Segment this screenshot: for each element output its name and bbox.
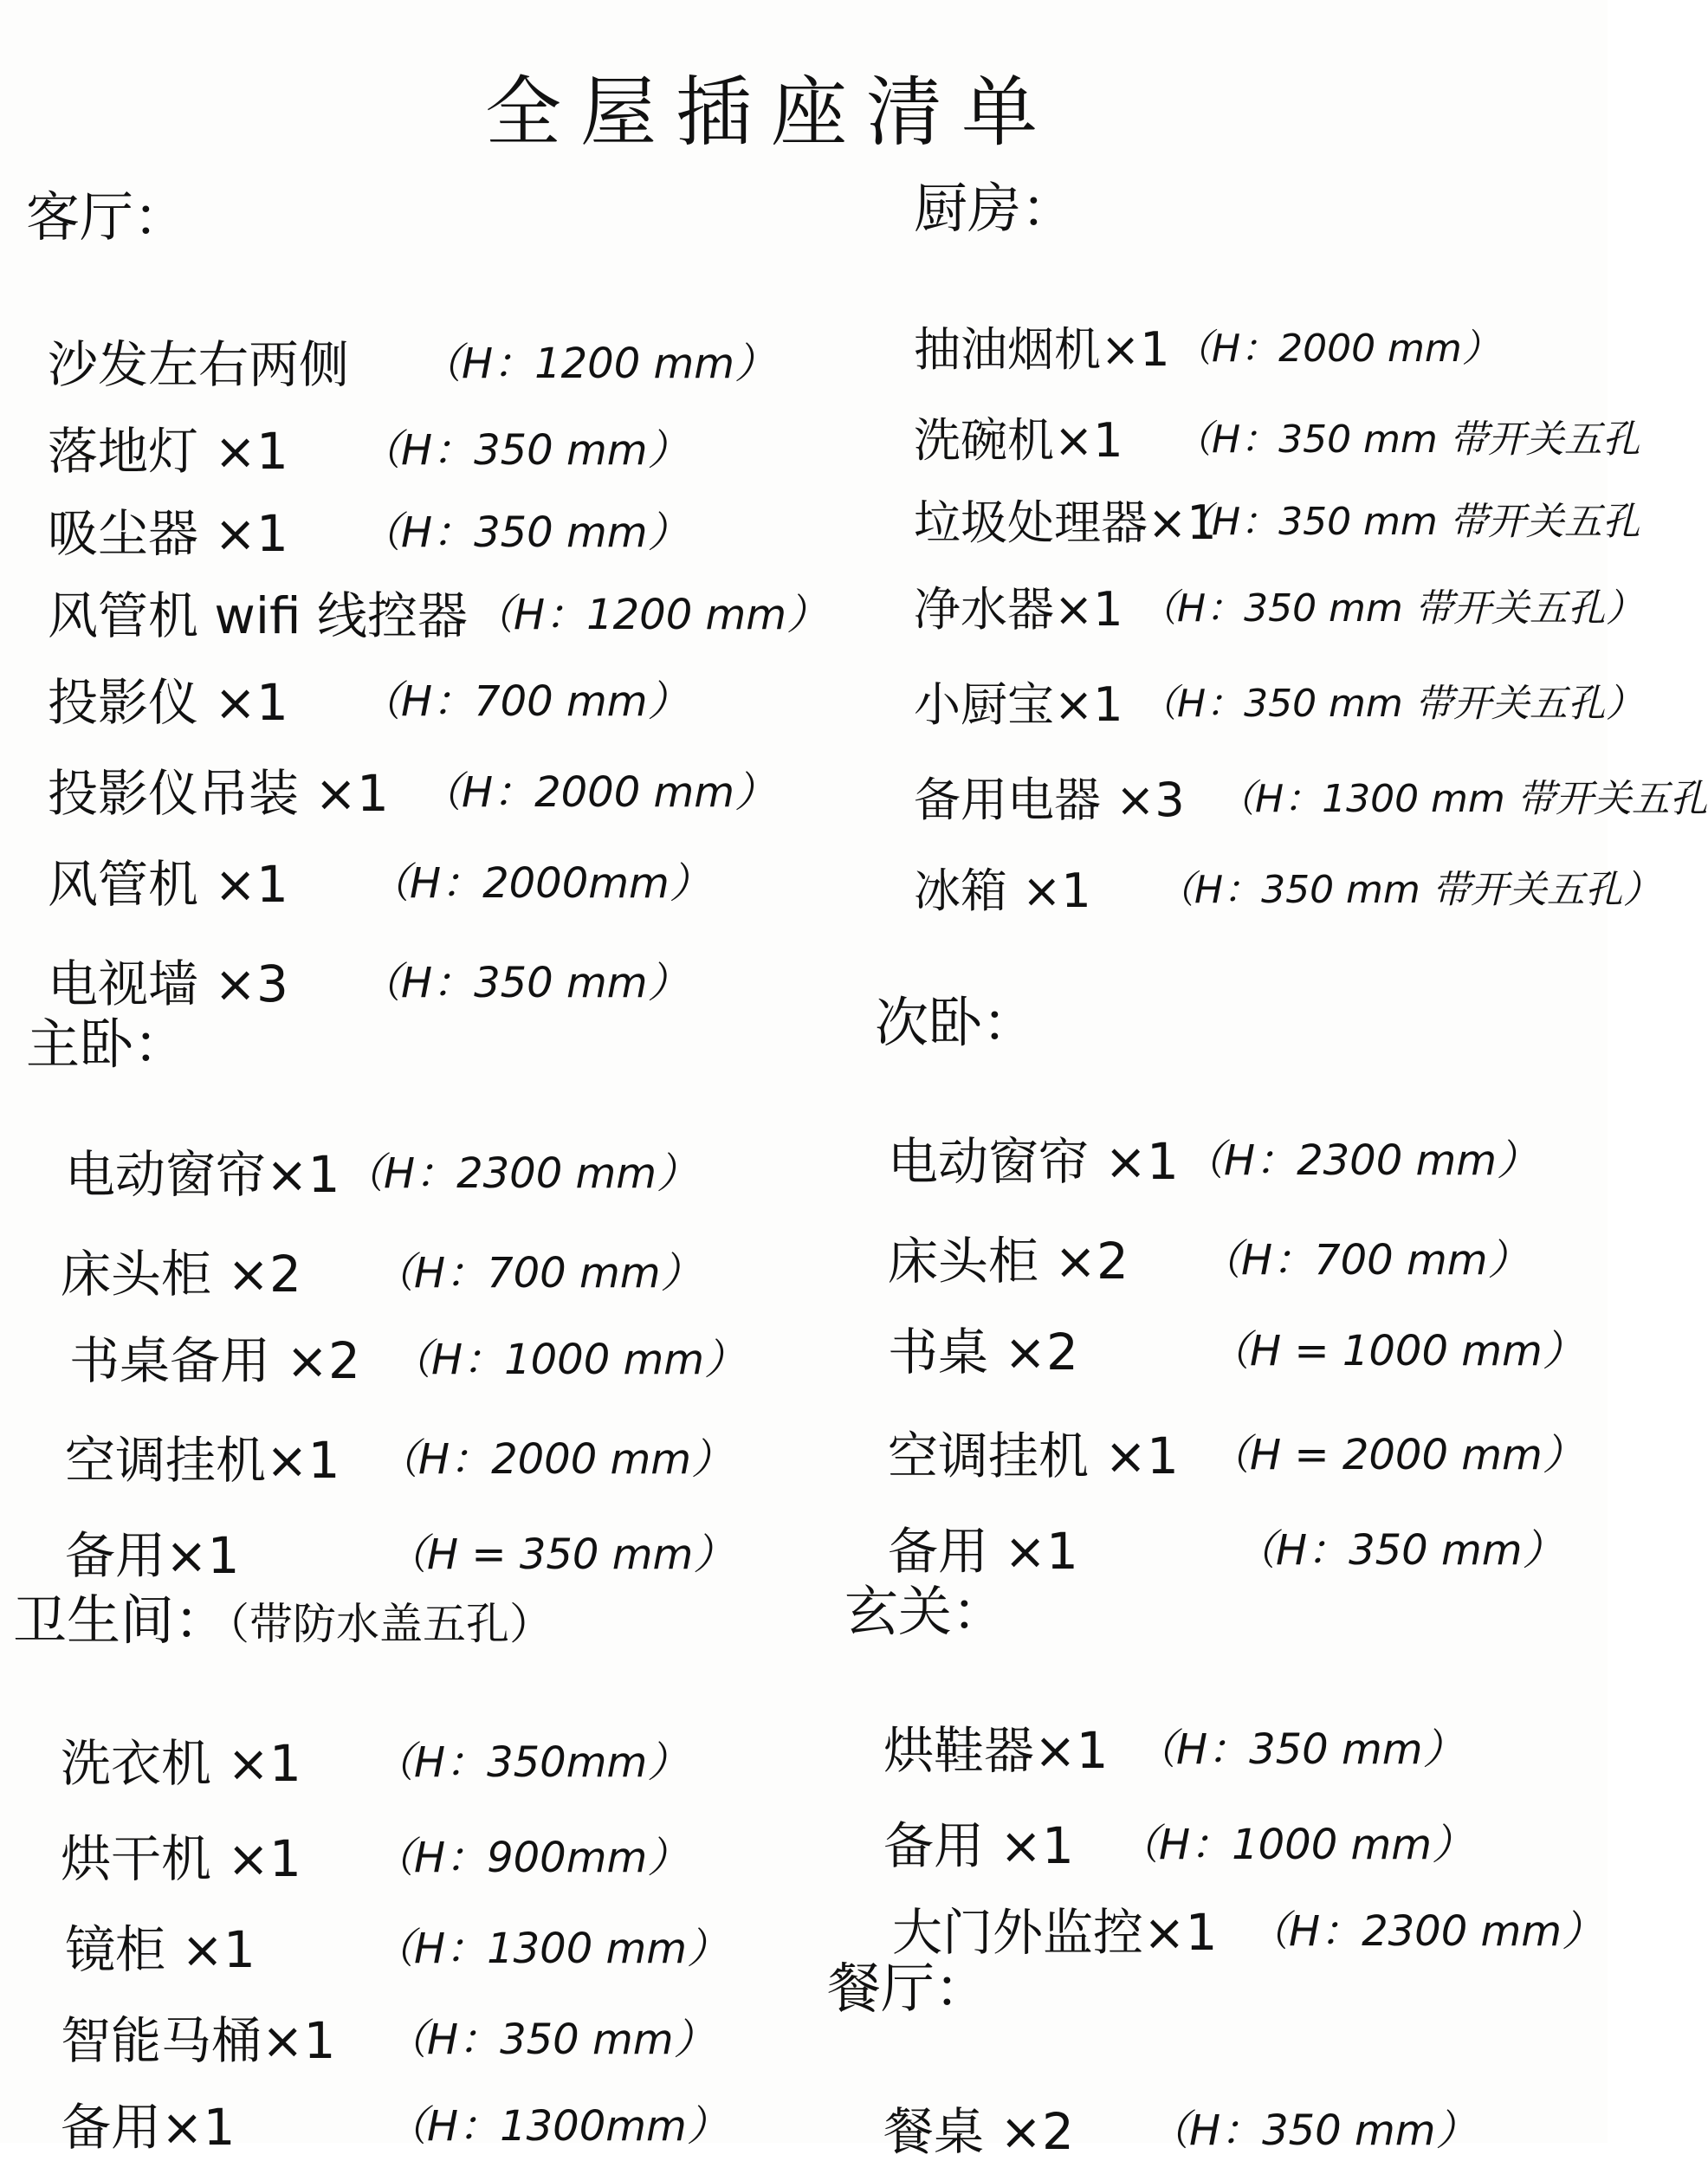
section-master-bedroom: [26, 1013, 747, 1585]
item-name: 烘鞋器×1: [883, 1721, 1109, 1780]
section-note: （带防水盖五孔）: [228, 1599, 553, 1649]
item-name: 投影仪吊装 ×1: [48, 764, 389, 823]
item-name: 吸尘器 ×1: [48, 504, 288, 563]
item-spec: （H：350 mm）: [359, 426, 689, 475]
item-name: 小厨宝×1: [914, 677, 1123, 732]
item-name: 备用 ×1: [888, 1522, 1078, 1581]
list-item: [48, 855, 711, 914]
item-name: 落地灯 ×1: [48, 422, 288, 481]
item-spec: （H：700 mm）: [1200, 1236, 1530, 1284]
item-name: 烘干机 ×1: [61, 1829, 301, 1888]
item-spec: （H：1200 mm）: [420, 340, 777, 388]
item-name: 风管机 ×1: [48, 855, 288, 914]
item-spec: （H：700 mm）: [372, 1249, 702, 1297]
item-spec: （H：350 mm）: [1234, 1526, 1564, 1575]
list-item: [888, 1522, 1564, 1581]
item-spec: （H：1300 mm 带开关五孔: [1217, 777, 1708, 821]
list-item: [61, 1829, 689, 1888]
item-name: 冰箱 ×1: [914, 864, 1091, 918]
item-spec: （H：700 mm）: [359, 677, 689, 726]
list-item: [65, 1145, 699, 1204]
page-title: 全屋插座清单: [485, 68, 1058, 157]
item-spec: （H：2300 mm）: [1247, 1907, 1604, 1956]
item-name: 书桌 ×2: [888, 1323, 1078, 1381]
item-spec: （H：1300 mm）: [372, 1925, 729, 1973]
item-spec: （H：350mm）: [372, 1738, 689, 1787]
item-name: 风管机 wifi 线控器: [48, 586, 468, 645]
item-name: 床头柜 ×2: [888, 1232, 1129, 1291]
item-name: 备用 ×1: [883, 1816, 1074, 1875]
list-item: [61, 1734, 689, 1793]
list-item: [888, 1232, 1530, 1291]
item-spec: （H：350 mm 带开关五孔）: [1139, 586, 1644, 631]
section-second-bedroom: [875, 991, 1584, 1581]
list-item: [888, 1427, 1584, 1485]
list-item: [883, 1816, 1474, 1875]
list-item: [65, 1431, 734, 1490]
item-spec: （H：350 mm）: [1148, 2106, 1478, 2155]
item-spec: （H：1000 mm）: [390, 1336, 747, 1384]
item-name: 洗衣机 ×1: [61, 1734, 301, 1793]
list-item: [48, 586, 829, 645]
item-spec: （H：2000mm）: [368, 859, 711, 908]
item-spec: （H：350 mm）: [359, 959, 689, 1007]
item-name: 大门外监控×1: [892, 1903, 1218, 1962]
list-item: [883, 1721, 1465, 1780]
section-header: 次卧：: [875, 991, 1037, 1054]
list-item: [61, 2098, 728, 2157]
section-header: 厨房：: [914, 177, 1076, 240]
list-item: [914, 495, 1640, 550]
item-spec: （H：2000 mm）: [420, 768, 777, 817]
list-item: [914, 864, 1661, 918]
list-item: [48, 335, 777, 394]
section-kitchen: [914, 177, 1708, 918]
item-name: 餐桌 ×2: [883, 2102, 1074, 2161]
list-item: [914, 677, 1644, 732]
item-spec: （H：2000 mm）: [1174, 327, 1500, 371]
item-name: 备用电器 ×3: [914, 773, 1185, 827]
list-item: [914, 773, 1708, 827]
item-name: 洗碗机×1: [914, 413, 1123, 468]
item-spec: （H：350 mm）: [359, 508, 689, 557]
list-item: [61, 1245, 702, 1304]
item-spec: （H = 2000 mm）: [1208, 1431, 1584, 1479]
item-name: 空调挂机 ×1: [888, 1427, 1179, 1485]
section-title: 卫生间：: [13, 1588, 229, 1652]
list-item: [65, 1920, 729, 1979]
list-item: [69, 1331, 747, 1390]
item-name: 电视墙 ×3: [48, 954, 288, 1013]
item-name: 垃圾处理器×1: [914, 495, 1217, 550]
item-spec: （H = 1000 mm）: [1208, 1327, 1584, 1375]
item-name: 空调挂机×1: [65, 1431, 340, 1490]
list-item: [65, 1526, 735, 1585]
item-spec: （H：350 mm 带开关五孔: [1174, 417, 1640, 462]
item-name: 电动窗帘 ×1: [888, 1132, 1179, 1191]
list-item: [914, 582, 1644, 637]
section-header: 玄关：: [844, 1580, 1006, 1643]
list-item: [48, 954, 689, 1013]
item-spec: （H = 350 mm）: [385, 1530, 735, 1579]
item-name: 抽油烟机×1: [914, 322, 1170, 377]
list-item: [892, 1903, 1604, 1962]
list-item: [888, 1323, 1584, 1381]
item-spec: （H：1000 mm）: [1117, 1821, 1474, 1869]
section-header: [13, 1588, 553, 1652]
item-spec: （H：2300 mm）: [1182, 1136, 1539, 1185]
item-spec: （H：350 mm 带开关五孔）: [1139, 682, 1644, 726]
item-name: 投影仪 ×1: [48, 673, 288, 732]
item-name: 镜柜 ×1: [65, 1920, 256, 1979]
item-spec: （H：350 mm）: [385, 2015, 715, 2064]
item-name: 备用×1: [61, 2098, 236, 2157]
list-item: [883, 2102, 1478, 2161]
item-name: 智能马桶×1: [61, 2011, 336, 2070]
list-item: [48, 504, 689, 563]
item-spec: （H：350 mm 带开关五孔: [1174, 500, 1640, 544]
section-header: 客厅：: [26, 185, 188, 249]
list-item: [888, 1132, 1539, 1191]
list-item: [48, 422, 689, 481]
section-entrance: [844, 1580, 1604, 1962]
list-item: [48, 764, 777, 823]
list-item: [914, 322, 1500, 377]
item-name: 书桌备用 ×2: [69, 1331, 360, 1390]
item-spec: （H：1200 mm）: [472, 591, 829, 639]
list-item: [61, 2011, 715, 2070]
item-spec: （H：2000 mm）: [377, 1435, 734, 1484]
section-header: 餐厅：: [827, 1957, 989, 2020]
item-spec: （H：350 mm）: [1135, 1725, 1465, 1774]
item-name: 净水器×1: [914, 582, 1123, 637]
item-name: 沙发左右两侧: [48, 335, 350, 394]
list-item: [48, 673, 689, 732]
section-living-room: [26, 185, 829, 1013]
item-name: 床头柜 ×2: [61, 1245, 301, 1304]
item-spec: （H：1300mm）: [385, 2102, 728, 2151]
section-dining-room: [827, 1957, 1478, 2161]
item-spec: （H：2300 mm）: [342, 1149, 699, 1198]
item-name: 备用×1: [65, 1526, 240, 1585]
item-spec: （H：350 mm 带开关五孔）: [1156, 868, 1661, 912]
section-bathroom: [13, 1588, 729, 2157]
item-name: 电动窗帘×1: [65, 1145, 340, 1204]
section-header: 主卧：: [26, 1013, 188, 1076]
item-spec: （H：900mm）: [372, 1834, 689, 1882]
list-item: [914, 413, 1640, 468]
